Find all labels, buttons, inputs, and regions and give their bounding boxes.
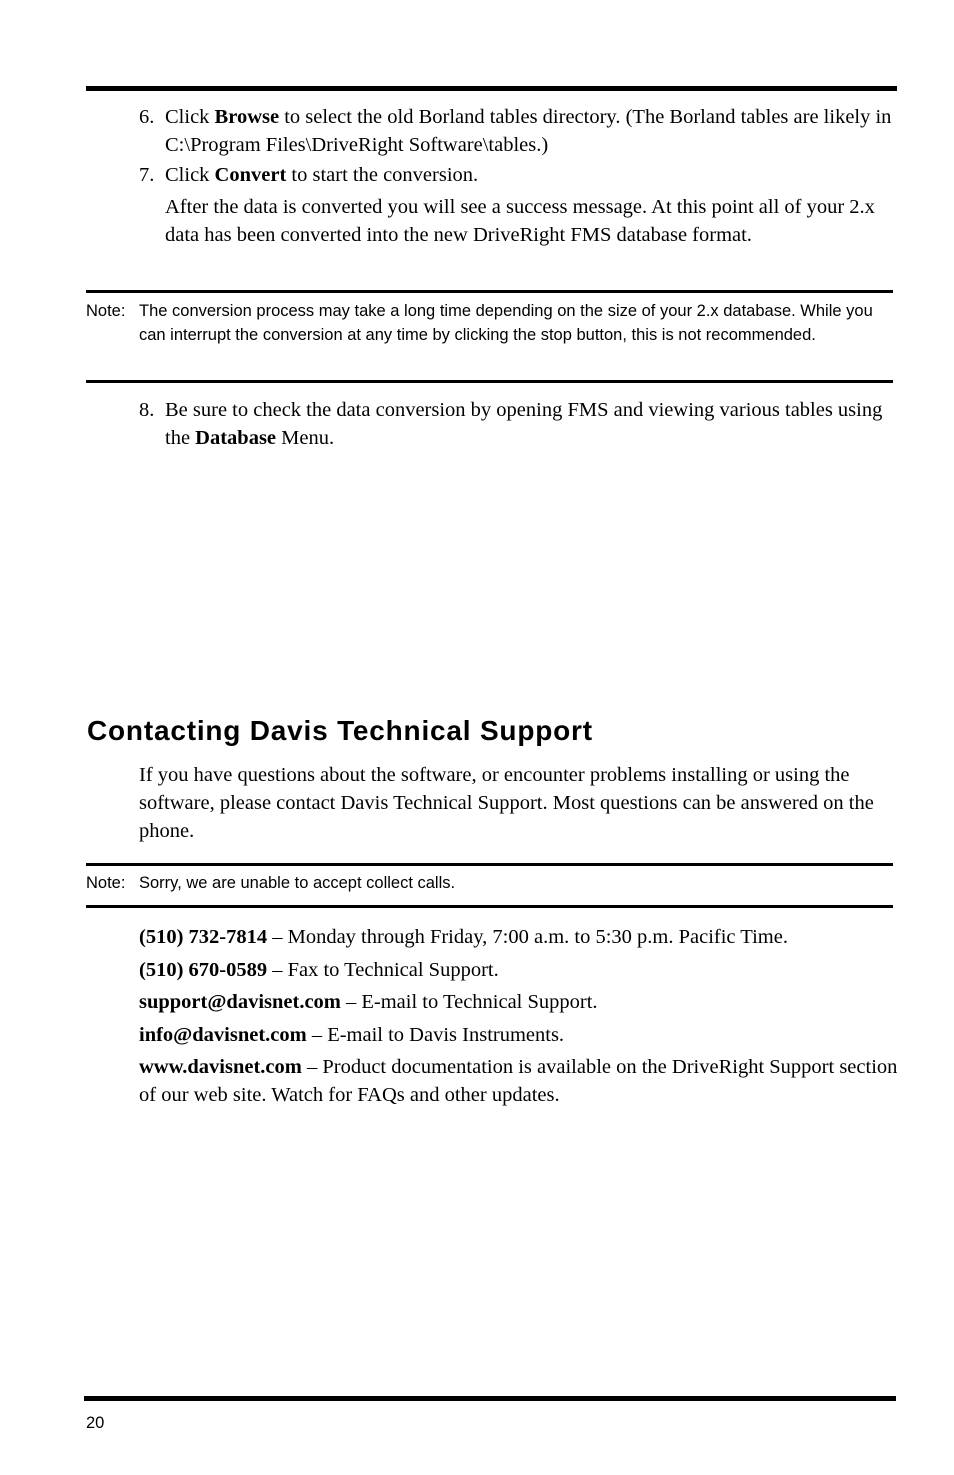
- step-7: [139, 161, 899, 189]
- header-rule: [86, 86, 897, 91]
- contact-fax: (510) 670-0589 – Fax to Technical Support.: [139, 959, 499, 981]
- contact-info-email: info@davisnet.com – E-mail to Davis Instruments.: [139, 1024, 565, 1046]
- note-label: Note:: [86, 874, 126, 892]
- contact-support-email: support@davisnet.com – E-mail to Technical Support.: [139, 991, 598, 1013]
- section-intro: If you have questions about the software, or encounter problems installing or using the software, please contact Davis Technical Support. Most questions can be answered on the phone.: [139, 764, 874, 842]
- contact-phone: (510) 732-7814 – Monday through Friday, 7:00 a.m. to 5:30 p.m. Pacific Time.: [139, 926, 788, 948]
- contact-website: www.davisnet.com – Product documentation is available on the DriveRight Support section of our web site. Watch for FAQs and other updates.: [139, 1056, 898, 1106]
- note-rule-top: [86, 290, 893, 293]
- note-rule-bottom: [86, 380, 893, 383]
- browse-command: Browse: [214, 106, 280, 128]
- step-number: 8.: [139, 399, 155, 421]
- step-number: 7.: [139, 164, 155, 186]
- database-menu-name: Database: [195, 427, 277, 449]
- note-conversion: [86, 299, 896, 347]
- footer-rule: [84, 1396, 896, 1401]
- note-text: Sorry, we are unable to accept collect calls.: [139, 874, 456, 892]
- note-rule-top: [86, 863, 893, 866]
- step-6: [139, 103, 899, 159]
- note-text: The conversion process may take a long time depending on the size of your 2.x database. While you can interrupt the conversion at any time by clicking the stop button, this is not recommended.: [139, 302, 873, 344]
- step-number: 6.: [139, 106, 155, 128]
- step-text: Click Browse to select the old Borland tables directory. (The Borland tables are likely in C:\Program Files\DriveRight Software\tables.): [165, 106, 892, 156]
- section-heading: Contacting Davis Technical Support: [87, 715, 593, 746]
- page-number: 20: [86, 1414, 105, 1432]
- convert-command: Convert: [214, 164, 287, 186]
- note-rule-bottom: [86, 905, 893, 908]
- note-label: Note:: [86, 302, 126, 320]
- step-text: Click Convert to start the conversion.: [165, 164, 479, 186]
- note-collect-calls: [86, 871, 896, 895]
- step-text: Be sure to check the data conversion by opening FMS and viewing various tables using the Database Menu.: [165, 399, 883, 449]
- step-7-followup: After the data is converted you will see a success message. At this point all of your 2.x data has been converted into the new DriveRight FMS database format.: [165, 196, 875, 246]
- step-8: [139, 396, 899, 452]
